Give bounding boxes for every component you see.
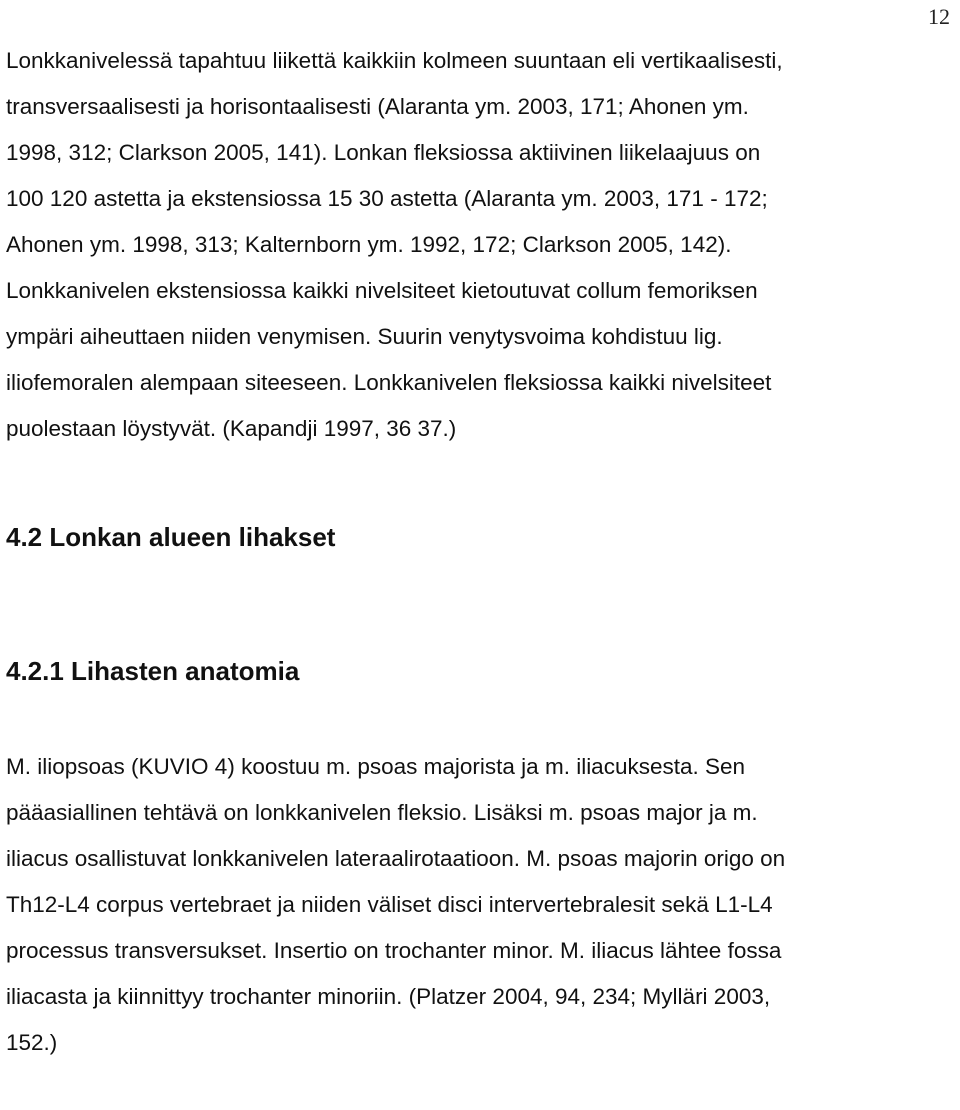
text-line: iliacus osallistuvat lonkkanivelen lateraalirotaatioon. M. psoas majorin origo on [6,846,786,871]
paragraph-iliopsoas [6,744,954,1066]
page-number: 12 [928,4,950,29]
paragraph-hip-joint-movement [6,38,954,452]
text-line: iliacasta ja kiinnittyy trochanter minoriin. (Platzer 2004, 94, 234; Mylläri 2003, [6,984,771,1009]
text-line: iliofemoralen alempaan siteeseen. Lonkkanivelen fleksiossa kaikki nivelsiteet [6,370,772,395]
subsection-heading: 4.2.1 Lihasten anatomia [6,656,300,686]
text-line: 100 120 astetta ja ekstensiossa 15 30 astetta (Alaranta ym. 2003, 171 - 172; [6,186,768,211]
text-line: processus transversukset. Insertio on trochanter minor. M. iliacus lähtee fossa [6,938,782,963]
text-line: 1998, 312; Clarkson 2005, 141). Lonkan fleksiossa aktiivinen liikelaajuus on [6,140,761,165]
text-line: Th12-L4 corpus vertebraet ja niiden väliset disci intervertebralesit sekä L1-L4 [6,892,773,917]
page-content [6,38,954,1066]
text-line: M. iliopsoas (KUVIO 4) koostuu m. psoas majorista ja m. iliacuksesta. Sen [6,754,746,779]
text-line: Ahonen ym. 1998, 313; Kalternborn ym. 1992, 172; Clarkson 2005, 142). [6,232,732,257]
text-line: 152.) [6,1030,58,1055]
text-line: ympäri aiheuttaen niiden venymisen. Suurin venytysvoima kohdistuu lig. [6,324,723,349]
text-line: Lonkkanivelessä tapahtuu liikettä kaikkiin kolmeen suuntaan eli vertikaalisesti, [6,48,783,73]
text-line: puolestaan löystyvät. (Kapandji 1997, 36 37.) [6,416,457,441]
text-line: Lonkkanivelen ekstensiossa kaikki nivelsiteet kietoutuvat collum femoriksen [6,278,758,303]
text-line: transversaalisesti ja horisontaalisesti (Alaranta ym. 2003, 171; Ahonen ym. [6,94,749,119]
section-heading: 4.2 Lonkan alueen lihakset [6,522,336,552]
text-line: pääasiallinen tehtävä on lonkkanivelen fleksio. Lisäksi m. psoas major ja m. [6,800,758,825]
